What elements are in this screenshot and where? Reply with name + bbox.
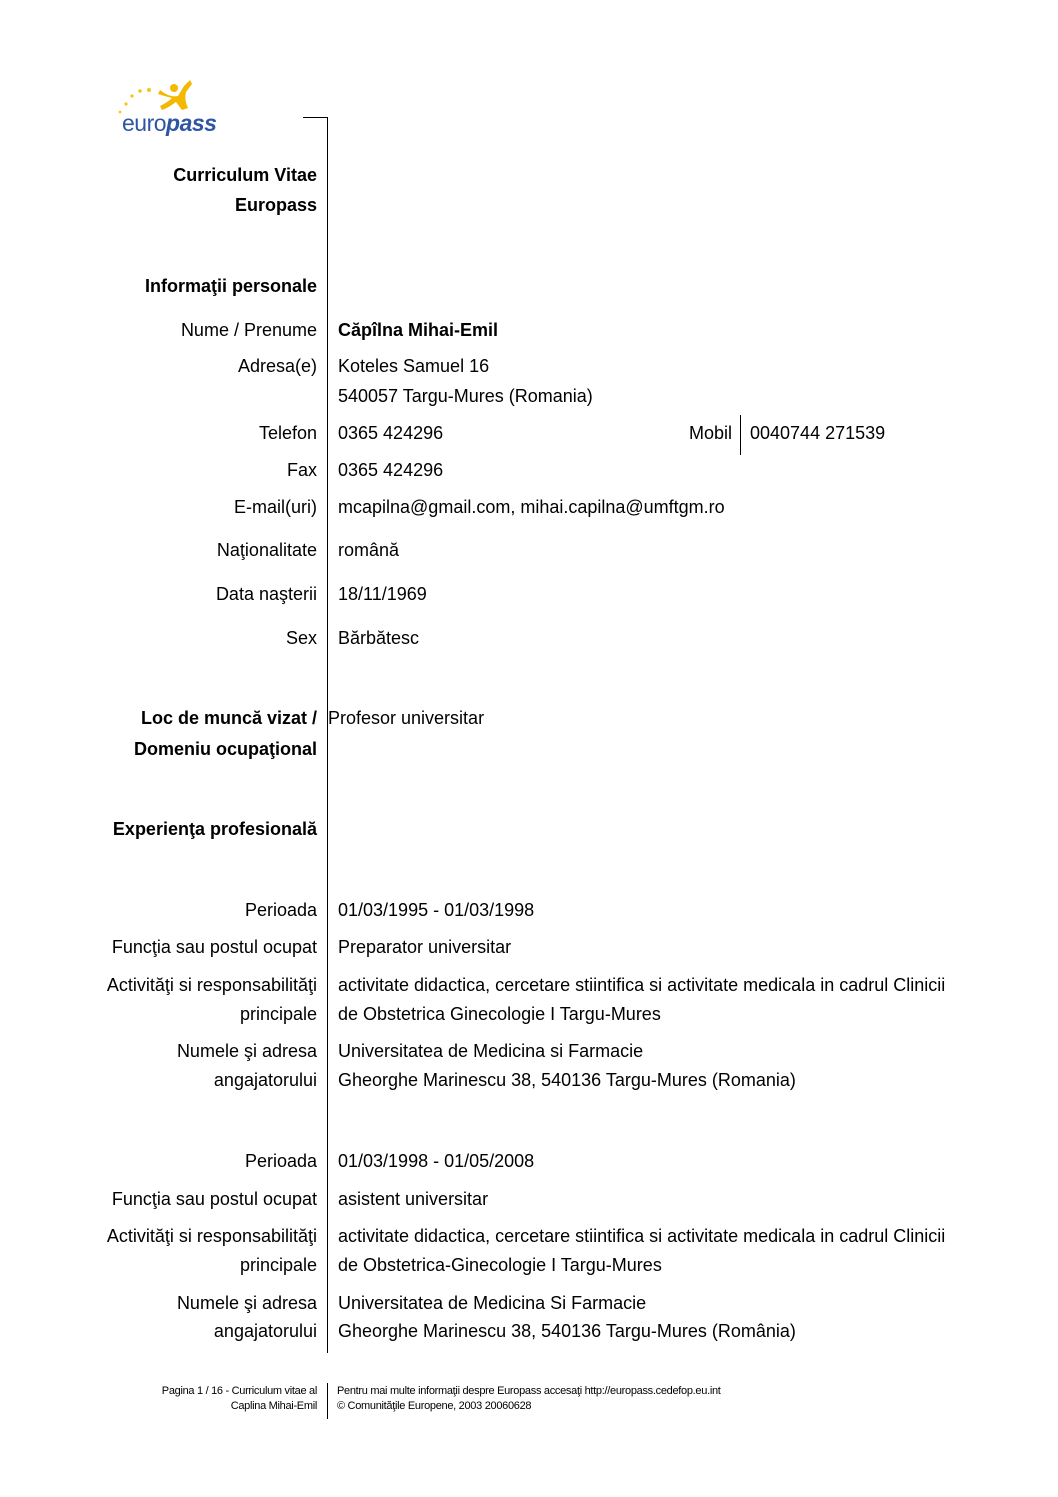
- position-value: Preparator universitar: [338, 937, 512, 957]
- footer-copyright: © Comunităţile Europene, 2003 20060628: [337, 1400, 532, 1412]
- footer-page-line2: Caplina Mihai-Emil: [230, 1400, 317, 1412]
- period-label: Perioada: [244, 1151, 317, 1171]
- mobile-value: 0040744 271539: [750, 423, 886, 443]
- logo-text-plain: euro: [122, 110, 167, 136]
- name-value: Căpîlna Mihai-Emil: [338, 320, 499, 340]
- employer-label-line2: angajatorului: [213, 1070, 317, 1090]
- desired-job-value: Profesor universitar: [328, 708, 485, 728]
- activities-value-line2: de Obstetrica-Ginecologie I Targu-Mures: [338, 1255, 662, 1275]
- phone-value: 0365 424296: [338, 423, 444, 443]
- position-value: asistent universitar: [338, 1189, 489, 1209]
- footer-page-info: [162, 1384, 317, 1414]
- logo-wordmark: [122, 110, 216, 137]
- sex-label: Sex: [285, 628, 317, 648]
- position-label: Funcţia sau postul ocupat: [111, 937, 317, 957]
- activities-value-line2: de Obstetrica Ginecologie I Targu-Mures: [338, 1004, 661, 1024]
- section-experience: Experienţa profesională: [112, 819, 317, 839]
- footer-europass-info: [337, 1384, 721, 1414]
- fax-value: 0365 424296: [338, 460, 444, 480]
- nationality-label: Naţionalitate: [216, 540, 317, 560]
- birthdate-value: 18/11/1969: [338, 584, 427, 604]
- employer-value-line2: Gheorghe Marinescu 38, 540136 Targu-Mures (Romania): [338, 1070, 796, 1090]
- employer-value-line1: Universitatea de Medicina si Farmacie: [338, 1041, 644, 1061]
- activities-label-line1: Activităţi si responsabilităţi: [106, 1226, 317, 1246]
- employer-label-line1: Numele şi adresa: [176, 1293, 317, 1313]
- footer-divider: [327, 1383, 328, 1419]
- sex-value: Bărbătesc: [338, 628, 420, 648]
- period-label: Perioada: [244, 900, 317, 920]
- column-divider: [327, 117, 328, 1353]
- rule-top-tick: [303, 117, 327, 118]
- activities-label-line2: principale: [239, 1004, 317, 1024]
- section-personal-info: Informaţii personale: [144, 276, 317, 296]
- period-value: 01/03/1998 - 01/05/2008: [338, 1151, 535, 1171]
- desired-job-label-line2: Domeniu ocupaţional: [133, 739, 317, 759]
- address-line1: Koteles Samuel 16: [338, 356, 490, 376]
- phone-label: Telefon: [258, 423, 317, 443]
- mobile-divider: [740, 415, 741, 455]
- address-line2: 540057 Targu-Mures (Romania): [338, 386, 593, 406]
- email-label: E-mail(uri): [234, 497, 317, 517]
- employer-value-line1: Universitatea de Medicina Si Farmacie: [338, 1293, 647, 1313]
- footer-page-line1: Pagina 1 / 16 - Curriculum vitae al: [161, 1385, 317, 1397]
- nationality-value: română: [338, 540, 400, 560]
- logo-text-bold: pass: [166, 110, 217, 136]
- fax-label: Fax: [286, 460, 317, 480]
- activities-label-line1: Activităţi si responsabilităţi: [106, 975, 317, 995]
- email-value[interactable]: mcapilna@gmail.com, mihai.capilna@umftgm.ro: [338, 497, 725, 517]
- footer-info-line1[interactable]: Pentru mai multe informaţii despre Europass accesaţi http://europass.cedefop.eu.int: [337, 1385, 721, 1397]
- activities-value-line1: activitate didactica, cercetare stiintifica si activitate medicala in cadrul Clinicii: [338, 1226, 946, 1246]
- address-label: Adresa(e): [237, 356, 317, 376]
- mobile-label: Mobil: [688, 423, 732, 443]
- europass-logo: [112, 76, 242, 142]
- cv-title-line2: Europass: [234, 195, 317, 215]
- birthdate-label: Data naşterii: [215, 584, 317, 604]
- employer-label-line2: angajatorului: [213, 1321, 317, 1341]
- period-value: 01/03/1995 - 01/03/1998: [338, 900, 535, 920]
- activities-value-line1: activitate didactica, cercetare stiintifica si activitate medicala in cadrul Clinicii: [338, 975, 946, 995]
- desired-job-label-line1: Loc de muncă vizat /: [140, 708, 317, 728]
- employer-label-line1: Numele şi adresa: [176, 1041, 317, 1061]
- cv-title-line1: Curriculum Vitae: [173, 165, 317, 185]
- activities-label-line2: principale: [239, 1255, 317, 1275]
- employer-value-line2: Gheorghe Marinescu 38, 540136 Targu-Mures (România): [338, 1321, 796, 1341]
- name-label: Nume / Prenume: [180, 320, 317, 340]
- position-label: Funcţia sau postul ocupat: [111, 1189, 317, 1209]
